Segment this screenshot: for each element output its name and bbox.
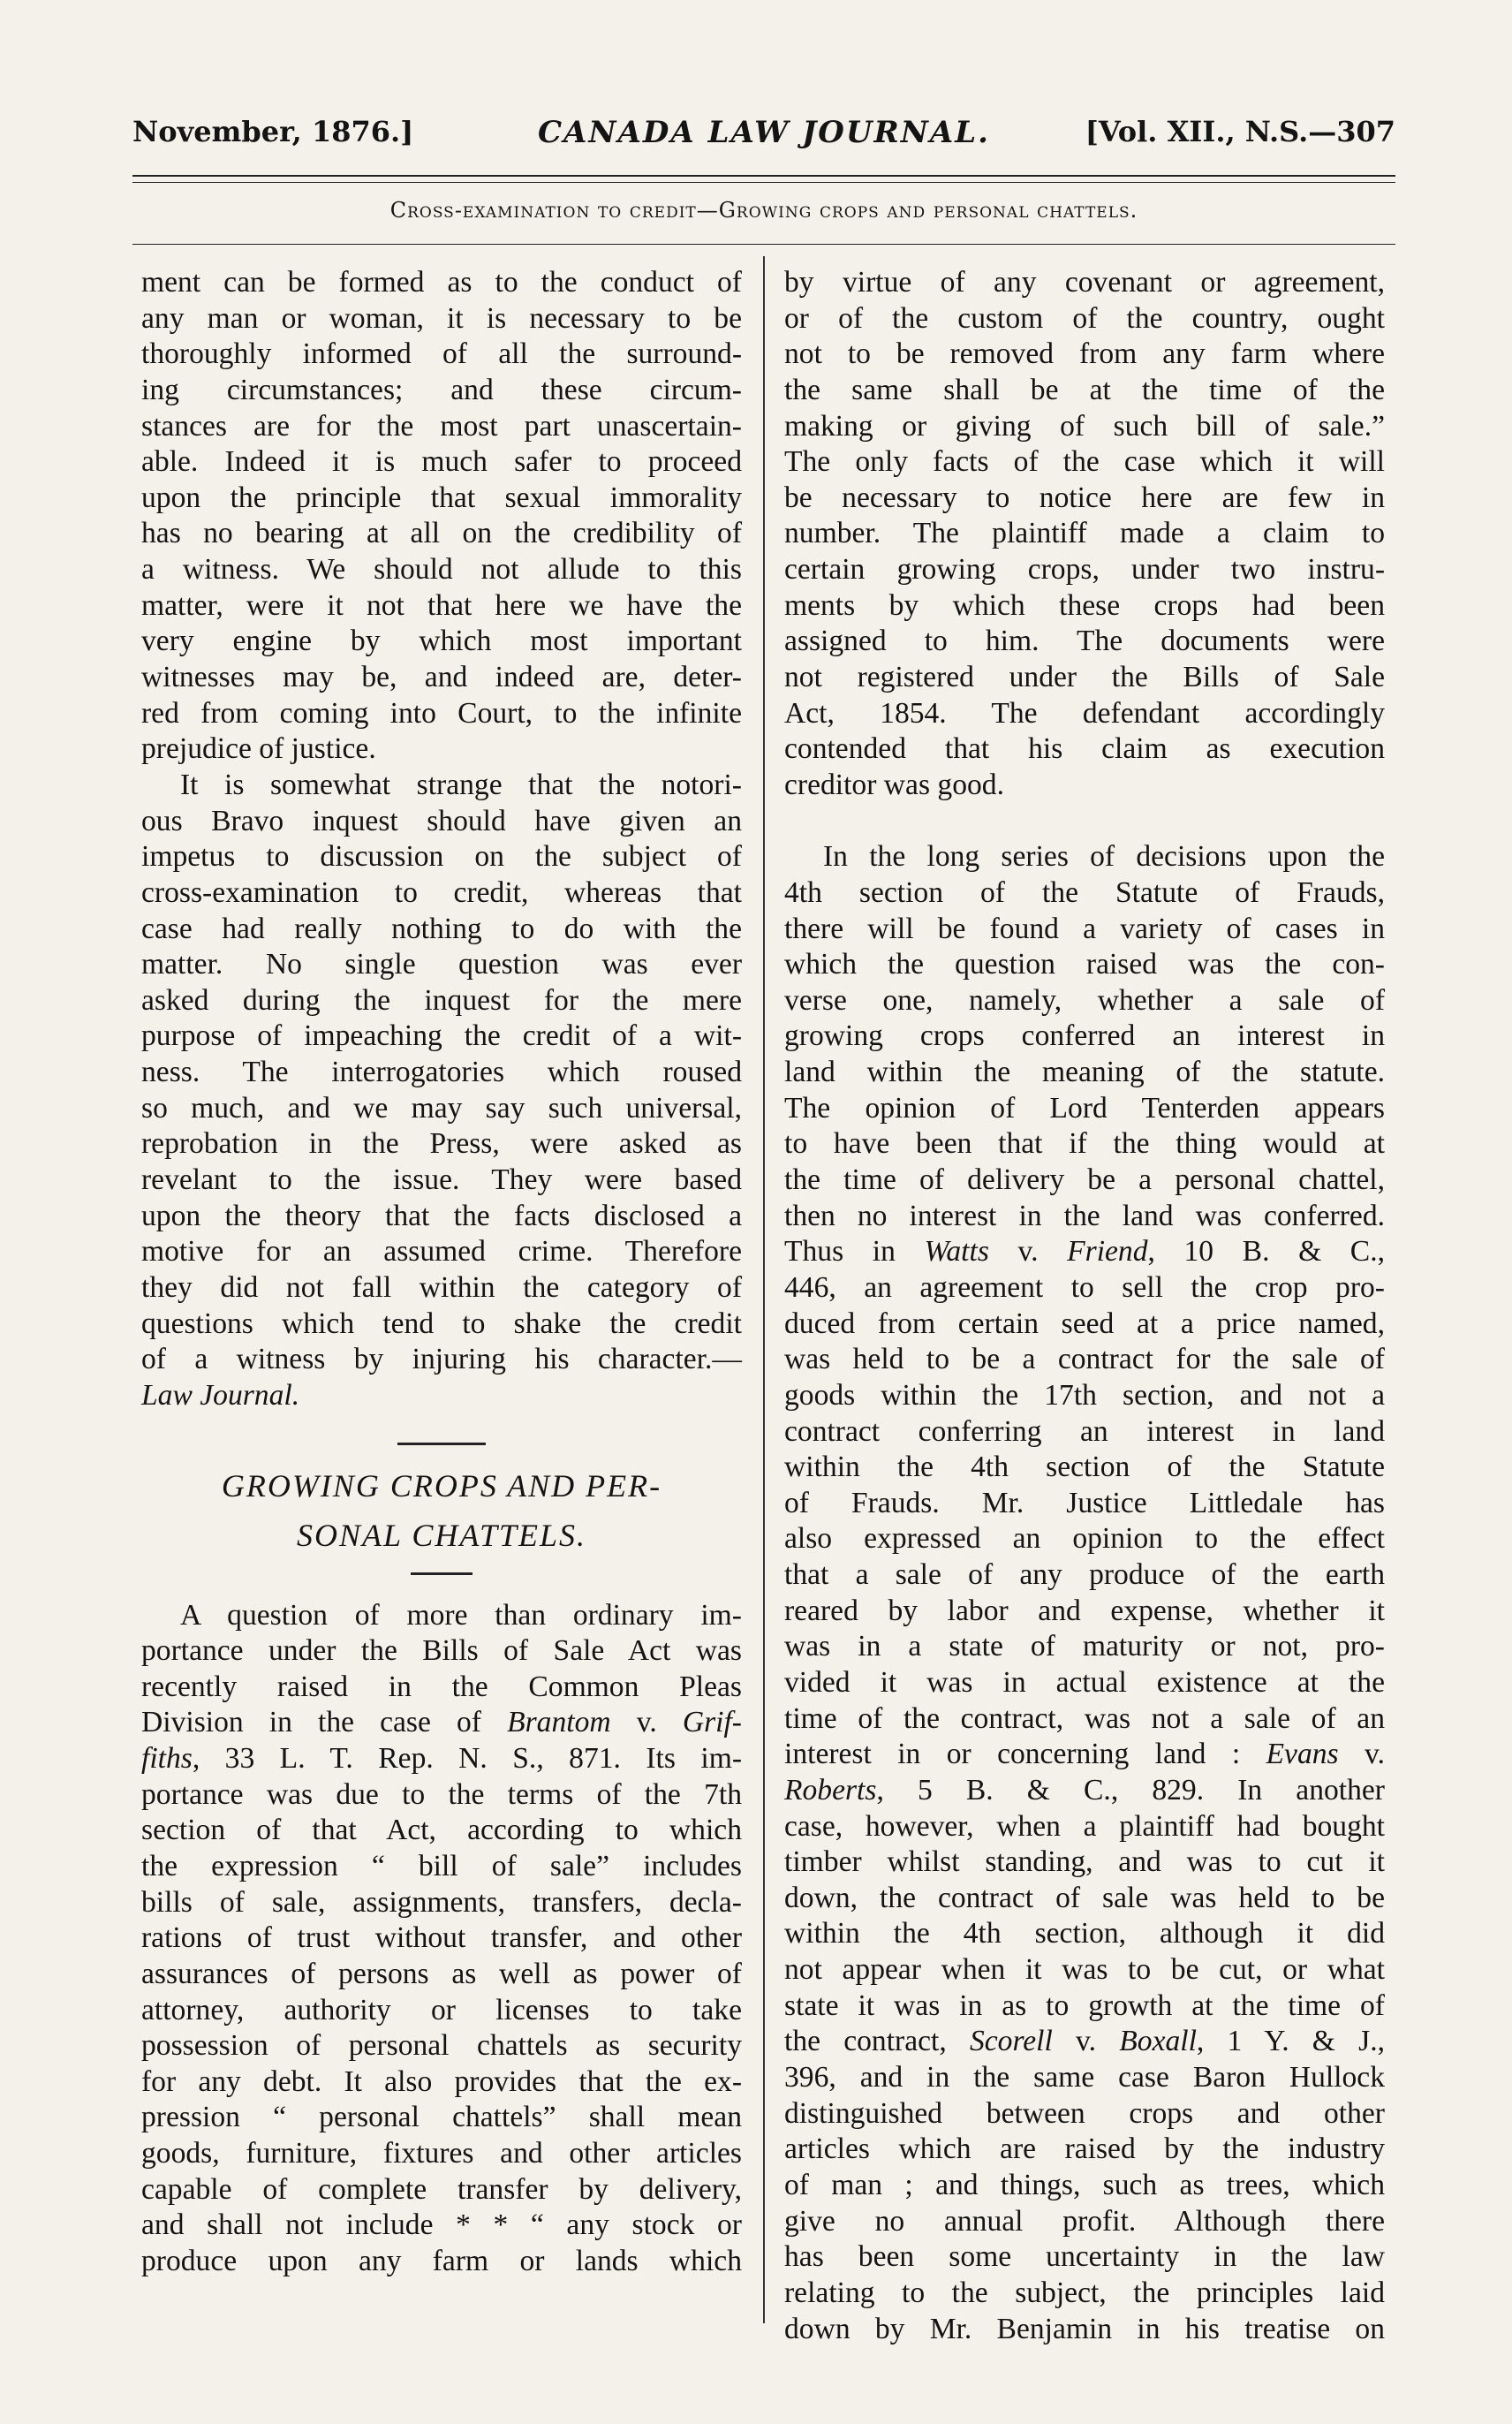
volume-page-number: [Vol. XII., N.S.—307 <box>1085 115 1395 148</box>
text-line: matter, were it not that here we have the <box>141 588 742 622</box>
text-line-citation: fiths, 33 L. T. Rep. N. S., 871. Its im- <box>141 1742 742 1776</box>
text-line-case-watts: Thus in Watts v. Friend, 10 B. & C., <box>784 1235 1385 1269</box>
case-name: fiths <box>141 1742 193 1776</box>
paragraph-bravo-discussion-end <box>141 265 742 768</box>
text-line: red from coming into Court, to the infinite <box>141 696 742 730</box>
column-separator <box>763 256 765 2323</box>
text-line: of a witness by injuring his character.— <box>141 1343 742 1376</box>
text-line: ous Bravo inquest should have given an <box>141 804 742 837</box>
source-attribution <box>141 1378 742 1414</box>
right-column <box>784 265 1385 2347</box>
text-line: 446, an agreement to sell the crop pro- <box>784 1270 1385 1304</box>
text-line: articles which are raised by the industry <box>784 2132 1385 2166</box>
header-rule-bottom <box>132 182 1395 183</box>
text-line: case, however, when a plaintiff had bought <box>784 1809 1385 1843</box>
text-line: within the 4th section of the Statute <box>784 1451 1385 1484</box>
article-title-line: GROWING CROPS AND PER- <box>221 1467 662 1504</box>
case-name: Grif- <box>682 1706 742 1739</box>
text-line: ments by which these crops had been <box>784 588 1385 622</box>
text-line: making or giving of such bill of sale.” <box>784 409 1385 443</box>
text-line: by virtue of any covenant or agreement, <box>784 266 1385 299</box>
text-line-citation: Roberts, 5 B. & C., 829. In another <box>784 1773 1385 1807</box>
text-line: was held to be a contract for the sale of <box>784 1343 1385 1376</box>
text-line: recently raised in the Common Pleas <box>141 1670 742 1703</box>
text-line: asked during the inquest for the mere <box>141 983 742 1017</box>
text-line: case had really nothing to do with the <box>141 912 742 945</box>
text-line: 396, and in the same case Baron Hullock <box>784 2061 1385 2094</box>
text-line: ness. The interrogatories which roused <box>141 1056 742 1089</box>
text-line-case-evans: interest in or concerning land : Evans v. <box>784 1738 1385 1771</box>
text-line: certain growing crops, under two instru- <box>784 553 1385 587</box>
text-line: upon the principle that sexual immorality <box>141 481 742 514</box>
header-rule-top <box>132 175 1395 177</box>
text-line: then no interest in the land was conferred. <box>784 1199 1385 1232</box>
left-column <box>141 265 742 2280</box>
text-line: was in a state of maturity or not, pro- <box>784 1630 1385 1663</box>
text-line: give no annual profit. Although there <box>784 2204 1385 2238</box>
case-name: Boxall <box>1119 2025 1197 2058</box>
text-line-case-scorell: the contract, Scorell v. Boxall, 1 Y. & J., <box>784 2025 1385 2058</box>
text-line: revelant to the issue. They were based <box>141 1163 742 1197</box>
paragraph-statute-of-frauds <box>784 839 1385 2347</box>
text-line: not appear when it was to be cut, or what <box>784 1953 1385 1987</box>
text-line: The opinion of Lord Tenterden appears <box>784 1091 1385 1125</box>
text-line: upon the theory that the facts disclosed a <box>141 1199 742 1232</box>
text-line: able. Indeed it is much safer to proceed <box>141 445 742 479</box>
text-line: be necessary to notice here are few in <box>784 481 1385 514</box>
text-line: purpose of impeaching the credit of a wit- <box>141 1019 742 1053</box>
text-line: reprobation in the Press, were asked as <box>141 1127 742 1161</box>
text-line: goods within the 17th section, and not a <box>784 1378 1385 1412</box>
text-line: also expressed an opinion to the effect <box>784 1522 1385 1556</box>
header-date: November, 1876.] <box>132 115 414 148</box>
text-line: stances are for the most part unascertain- <box>141 409 742 443</box>
text-line: of man ; and things, such as trees, which <box>784 2168 1385 2201</box>
text-line: reared by labor and expense, whether it <box>784 1594 1385 1627</box>
text-line: impetus to discussion on the subject of <box>141 840 742 874</box>
text-line: time of the contract, was not a sale of an <box>784 1701 1385 1735</box>
text-line: vided it was in actual existence at the <box>784 1665 1385 1699</box>
text-line: has been some uncertainty in the law <box>784 2240 1385 2274</box>
text-line: any man or woman, it is necessary to be <box>141 301 742 335</box>
text-line: section of that Act, according to which <box>141 1814 742 1847</box>
paragraph-statute-quote <box>784 265 1385 804</box>
text-line: growing crops conferred an interest in <box>784 1019 1385 1053</box>
case-name: Scorell <box>969 2025 1053 2058</box>
text-line: matter. No single question was ever <box>141 948 742 981</box>
text-line: the expression “ bill of sale” includes <box>141 1849 742 1882</box>
text-line: that a sale of any produce of the earth <box>784 1558 1385 1592</box>
text-line: capable of complete transfer by delivery, <box>141 2172 742 2206</box>
text-line: Act, 1854. The defendant accordingly <box>784 696 1385 730</box>
text-line: ment can be formed as to the conduct of <box>141 266 742 299</box>
text-line: state it was in as to growth at the time of <box>784 1988 1385 2022</box>
text-line: The only facts of the case which it will <box>784 445 1385 479</box>
text-line-case-brantom: Division in the case of Brantom v. Grif- <box>141 1706 742 1739</box>
text-line: assigned to him. The documents were <box>784 625 1385 658</box>
text-line: the same shall be at the time of the <box>784 373 1385 406</box>
text-line: contended that his claim as execution <box>784 732 1385 766</box>
text-line: It is somewhat strange that the notori- <box>180 768 742 801</box>
text-line: cross-examination to credit, whereas that <box>141 875 742 909</box>
text-line: relating to the subject, the principles laid <box>784 2276 1385 2309</box>
text-line: down, the contract of sale was held to be <box>784 1881 1385 1914</box>
text-line: so much, and we may say such universal, <box>141 1091 742 1125</box>
case-name: Friend <box>1067 1235 1148 1269</box>
text-line: attorney, authority or licenses to take <box>141 1993 742 2026</box>
page-header <box>132 115 1395 168</box>
text-line: thoroughly informed of all the surround- <box>141 337 742 371</box>
text-line: A question of more than ordinary im- <box>180 1598 742 1632</box>
text-line: the time of delivery be a personal chattel, <box>784 1163 1385 1197</box>
text-line: prejudice of justice. <box>141 732 376 766</box>
text-line: In the long series of decisions upon the <box>823 840 1385 874</box>
text-line: witnesses may be, and indeed are, deter- <box>141 661 742 694</box>
text-line: down by Mr. Benjamin in his treatise on <box>784 2312 1385 2345</box>
text-line: for any debt. It also provides that the ex- <box>141 2064 742 2098</box>
text-line: not registered under the Bills of Sale <box>784 661 1385 694</box>
text-line: motive for an assumed crime. Therefore <box>141 1235 742 1269</box>
text-line: produce upon any farm or lands which <box>141 2245 742 2278</box>
running-head: Cross-examination to credit—Growing crops and personal chattels. <box>389 198 1138 223</box>
text-line: portance under the Bills of Sale Act was <box>141 1634 742 1668</box>
article-title <box>141 1461 742 1560</box>
text-line: land within the meaning of the statute. <box>784 1056 1385 1089</box>
text-line: assurances of persons as well as power of <box>141 1957 742 1990</box>
title-divider <box>411 1572 472 1575</box>
article-title-line: SONAL CHATTELS. <box>296 1517 587 1553</box>
text-line: ing circumstances; and these circum- <box>141 373 742 406</box>
case-name: Brantom <box>507 1706 611 1739</box>
text-line: or of the custom of the country, ought <box>784 301 1385 335</box>
text-line: to have been that if the thing would at <box>784 1127 1385 1161</box>
text-line: duced from certain seed at a price named, <box>784 1307 1385 1340</box>
text-line: rations of trust without transfer, and other <box>141 1921 742 1955</box>
text-line: contract conferring an interest in land <box>784 1414 1385 1448</box>
text-line: which the question raised was the con- <box>784 948 1385 981</box>
text-line: questions which tend to shake the credit <box>141 1307 742 1340</box>
section-divider <box>397 1443 486 1445</box>
text-line: a witness. We should not allude to this <box>141 553 742 587</box>
text-line: has no bearing at all on the credibility of <box>141 517 742 550</box>
text-line: very engine by which most important <box>141 625 742 658</box>
source-name: Law Journal. <box>141 1378 300 1412</box>
text-line: timber whilst standing, and was to cut it <box>784 1845 1385 1879</box>
case-name: Roberts <box>784 1773 877 1807</box>
text-line: bills of sale, assignments, transfers, decla- <box>141 1885 742 1919</box>
case-name: Evans <box>1266 1738 1339 1771</box>
text-line: verse one, namely, whether a sale of <box>784 983 1385 1017</box>
paragraph-bills-of-sale <box>141 1598 742 2280</box>
text-line: creditor was good. <box>784 768 1004 801</box>
text-line: there will be found a variety of cases in <box>784 912 1385 945</box>
text-line: possession of personal chattels as security <box>141 2029 742 2063</box>
text-line: goods, furniture, fixtures and other articles <box>141 2137 742 2170</box>
text-line: not to be removed from any farm where <box>784 337 1385 371</box>
paragraph-bravo-inquest <box>141 768 742 1414</box>
text-line: number. The plaintiff made a claim to <box>784 517 1385 550</box>
case-name: Watts <box>924 1235 989 1269</box>
text-line: distinguished between crops and other <box>784 2096 1385 2130</box>
text-line: and shall not include * * “ any stock or <box>141 2208 742 2242</box>
journal-title: CANADA LAW JOURNAL. <box>537 115 991 150</box>
text-line: they did not fall within the category of <box>141 1270 742 1304</box>
text-line: portance was due to the terms of the 7th <box>141 1777 742 1811</box>
text-line: within the 4th section, although it did <box>784 1917 1385 1951</box>
text-line: 4th section of the Statute of Frauds, <box>784 875 1385 909</box>
text-line: pression “ personal chattels” shall mean <box>141 2101 742 2134</box>
running-head-rule <box>132 244 1395 245</box>
text-line: of Frauds. Mr. Justice Littledale has <box>784 1486 1385 1519</box>
